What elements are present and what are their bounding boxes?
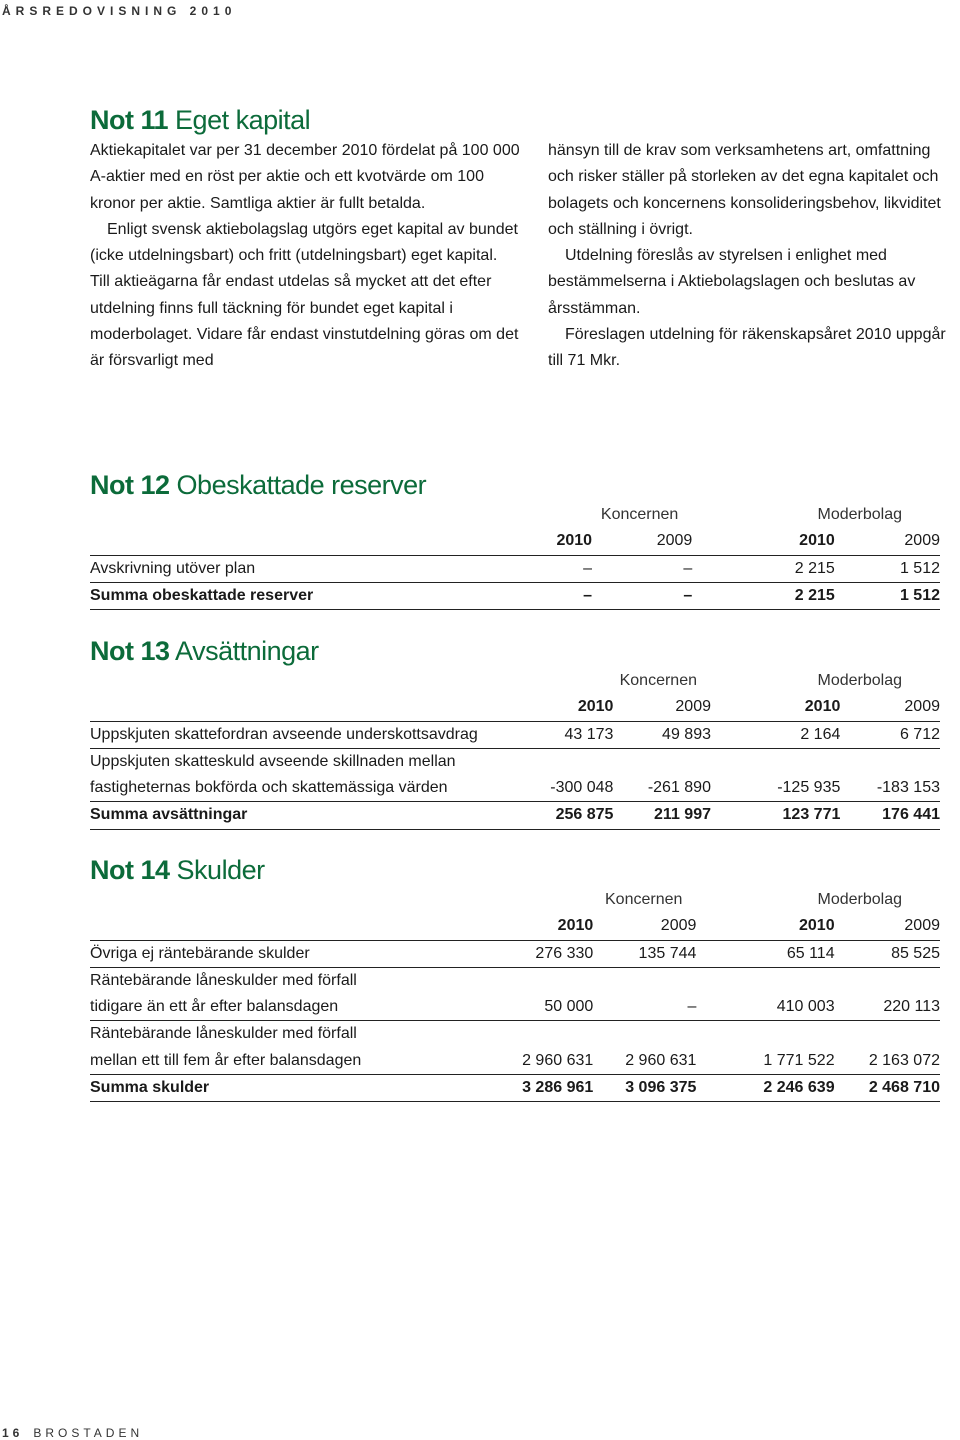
year-header: 2009	[835, 528, 940, 555]
value-cell: 2 960 631	[593, 1048, 696, 1075]
row-label: Övriga ej räntebärande skulder	[90, 940, 457, 967]
value-cell: 276 330	[457, 940, 593, 967]
note-13-title-text: Avsättningar	[175, 636, 319, 666]
table-row	[90, 1048, 940, 1075]
year-header: 2010	[692, 528, 834, 555]
sum-value: 3 286 961	[457, 1075, 593, 1102]
year-header: 2010	[696, 913, 834, 940]
note-11-number: Not 11	[90, 105, 169, 135]
group-koncernen: Koncernen	[605, 891, 683, 908]
row-label-line: Uppskjuten skatteskuld avseende skillnaden mellan	[90, 752, 456, 770]
sum-label: Summa obeskattade reserver	[90, 582, 456, 609]
note-12-title	[90, 469, 426, 501]
value-cell: 2 215	[692, 555, 834, 582]
table-row	[90, 967, 940, 994]
column-group-row	[90, 887, 940, 913]
value-cell: 85 525	[835, 940, 940, 967]
value-cell: 135 744	[593, 940, 696, 967]
page-number: 16	[2, 1426, 24, 1440]
row-label-line: mellan ett till fem år efter balansdagen	[90, 1048, 457, 1075]
sum-value: 211 997	[613, 802, 711, 829]
note-13-title	[90, 635, 319, 667]
year-header: 2009	[835, 913, 940, 940]
sum-value: 2 246 639	[696, 1075, 834, 1102]
year-header-row	[90, 913, 940, 940]
value-cell: 220 113	[835, 994, 940, 1021]
note-14-table	[90, 887, 940, 1102]
value-cell: -125 935	[711, 775, 840, 802]
group-koncernen: Koncernen	[619, 672, 697, 689]
sum-value: 3 096 375	[593, 1075, 696, 1102]
sum-value: 256 875	[486, 802, 613, 829]
sum-label: Summa skulder	[90, 1075, 457, 1102]
year-header-row	[90, 694, 940, 721]
year-header: 2009	[613, 694, 711, 721]
table-row	[90, 994, 940, 1021]
note-14-number: Not 14	[90, 855, 170, 885]
value-cell: 2 960 631	[457, 1048, 593, 1075]
sum-value: 2 215	[692, 582, 834, 609]
sum-row	[90, 802, 940, 829]
table-row	[90, 775, 940, 802]
sum-label: Summa avsättningar	[90, 802, 486, 829]
note-12-title-text: Obeskattade reserver	[176, 470, 427, 500]
group-moderbolag: Moderbolag	[817, 506, 902, 523]
sum-value: 2 468 710	[835, 1075, 940, 1102]
value-cell: 50 000	[457, 994, 593, 1021]
section-label: ÅRSREDOVISNING 2010	[2, 4, 237, 18]
sum-value: –	[456, 582, 593, 609]
note-12-table	[90, 502, 940, 610]
note-11-right-column	[548, 138, 948, 375]
year-header: 2010	[457, 913, 593, 940]
table-row	[90, 555, 940, 582]
note-12-number: Not 12	[90, 470, 170, 500]
year-header: 2010	[456, 528, 593, 555]
note-11-title	[90, 104, 310, 136]
year-header-row	[90, 528, 940, 555]
sum-row	[90, 1075, 940, 1102]
value-cell: 43 173	[486, 721, 613, 748]
value-cell: -300 048	[486, 775, 613, 802]
value-cell: 6 712	[840, 721, 940, 748]
column-group-row	[90, 668, 940, 694]
note-14-title	[90, 854, 265, 886]
note-11-paragraph: Enligt svensk aktiebolagslag utgörs eget kapital av bundet (icke utdelningsbart) och fritt (utdelningsbart) eget kapital. Till aktieägarna får endast utdelas så mycket att det efter utdelning finns full täckning för bundet eget kapital i moderbolaget. Vidare får endast vinstutdelning göras om det är försvarligt med	[90, 220, 519, 370]
row-label-line: tidigare än ett år efter balansdagen	[90, 994, 457, 1021]
year-header: 2009	[840, 694, 940, 721]
year-header: 2010	[711, 694, 840, 721]
value-cell: -183 153	[840, 775, 940, 802]
value-cell: -261 890	[613, 775, 711, 802]
value-cell: 1 771 522	[696, 1048, 834, 1075]
value-cell: –	[593, 994, 696, 1021]
value-cell: 1 512	[835, 555, 940, 582]
row-label-line: fastigheternas bokförda och skattemässiga värden	[90, 775, 486, 802]
value-cell: –	[456, 555, 593, 582]
note-11-paragraph: Utdelning föreslås av styrelsen i enlighet med bestämmelserna i Aktiebolagslagen och beslutas av årsstämman.	[548, 247, 916, 317]
company-name: BROSTADEN	[33, 1426, 144, 1440]
group-koncernen: Koncernen	[600, 506, 679, 523]
group-moderbolag: Moderbolag	[817, 891, 902, 908]
row-label-line: Räntebärande låneskulder med förfall	[90, 1025, 357, 1043]
sum-value: –	[592, 582, 692, 609]
table-row	[90, 721, 940, 748]
year-header: 2010	[486, 694, 613, 721]
group-moderbolag: Moderbolag	[817, 672, 902, 689]
note-13-number: Not 13	[90, 636, 170, 666]
note-11-paragraph: Aktiekapitalet var per 31 december 2010 fördelat på 100 000 A-aktier med en röst per aktie och ett kvotvärde om 100 kronor per aktie. Samtliga aktier är fullt betalda.	[90, 142, 520, 212]
value-cell: 65 114	[696, 940, 834, 967]
note-11-paragraph: Föreslagen utdelning för räkenskapsåret 2010 uppgår till 71 Mkr.	[548, 326, 946, 370]
note-14-title-text: Skulder	[176, 855, 265, 885]
year-header: 2009	[592, 528, 692, 555]
row-label: Uppskjuten skattefordran avseende underskottsavdrag	[90, 721, 486, 748]
column-group-row	[90, 502, 940, 528]
sum-row	[90, 582, 940, 609]
note-11-paragraph: hänsyn till de krav som verksamhetens art, omfattning och risker ställer på storleken av det egna kapitalet och bolagets och koncernens konsolideringsbehov, likviditet och ställning i övrigt.	[548, 142, 941, 238]
value-cell: 2 163 072	[835, 1048, 940, 1075]
row-label-line: Räntebärande låneskulder med förfall	[90, 971, 357, 989]
year-header: 2009	[593, 913, 696, 940]
sum-value: 1 512	[835, 582, 940, 609]
note-11-left-column	[90, 138, 520, 375]
value-cell: 49 893	[613, 721, 711, 748]
value-cell: 2 164	[711, 721, 840, 748]
table-row	[90, 1021, 940, 1048]
note-11-title-text: Eget kapital	[175, 105, 311, 135]
table-row	[90, 940, 940, 967]
note-13-table	[90, 668, 940, 830]
value-cell: 410 003	[696, 994, 834, 1021]
table-row	[90, 748, 940, 775]
sum-value: 176 441	[840, 802, 940, 829]
value-cell: –	[592, 555, 692, 582]
row-label: Avskrivning utöver plan	[90, 555, 456, 582]
sum-value: 123 771	[711, 802, 840, 829]
